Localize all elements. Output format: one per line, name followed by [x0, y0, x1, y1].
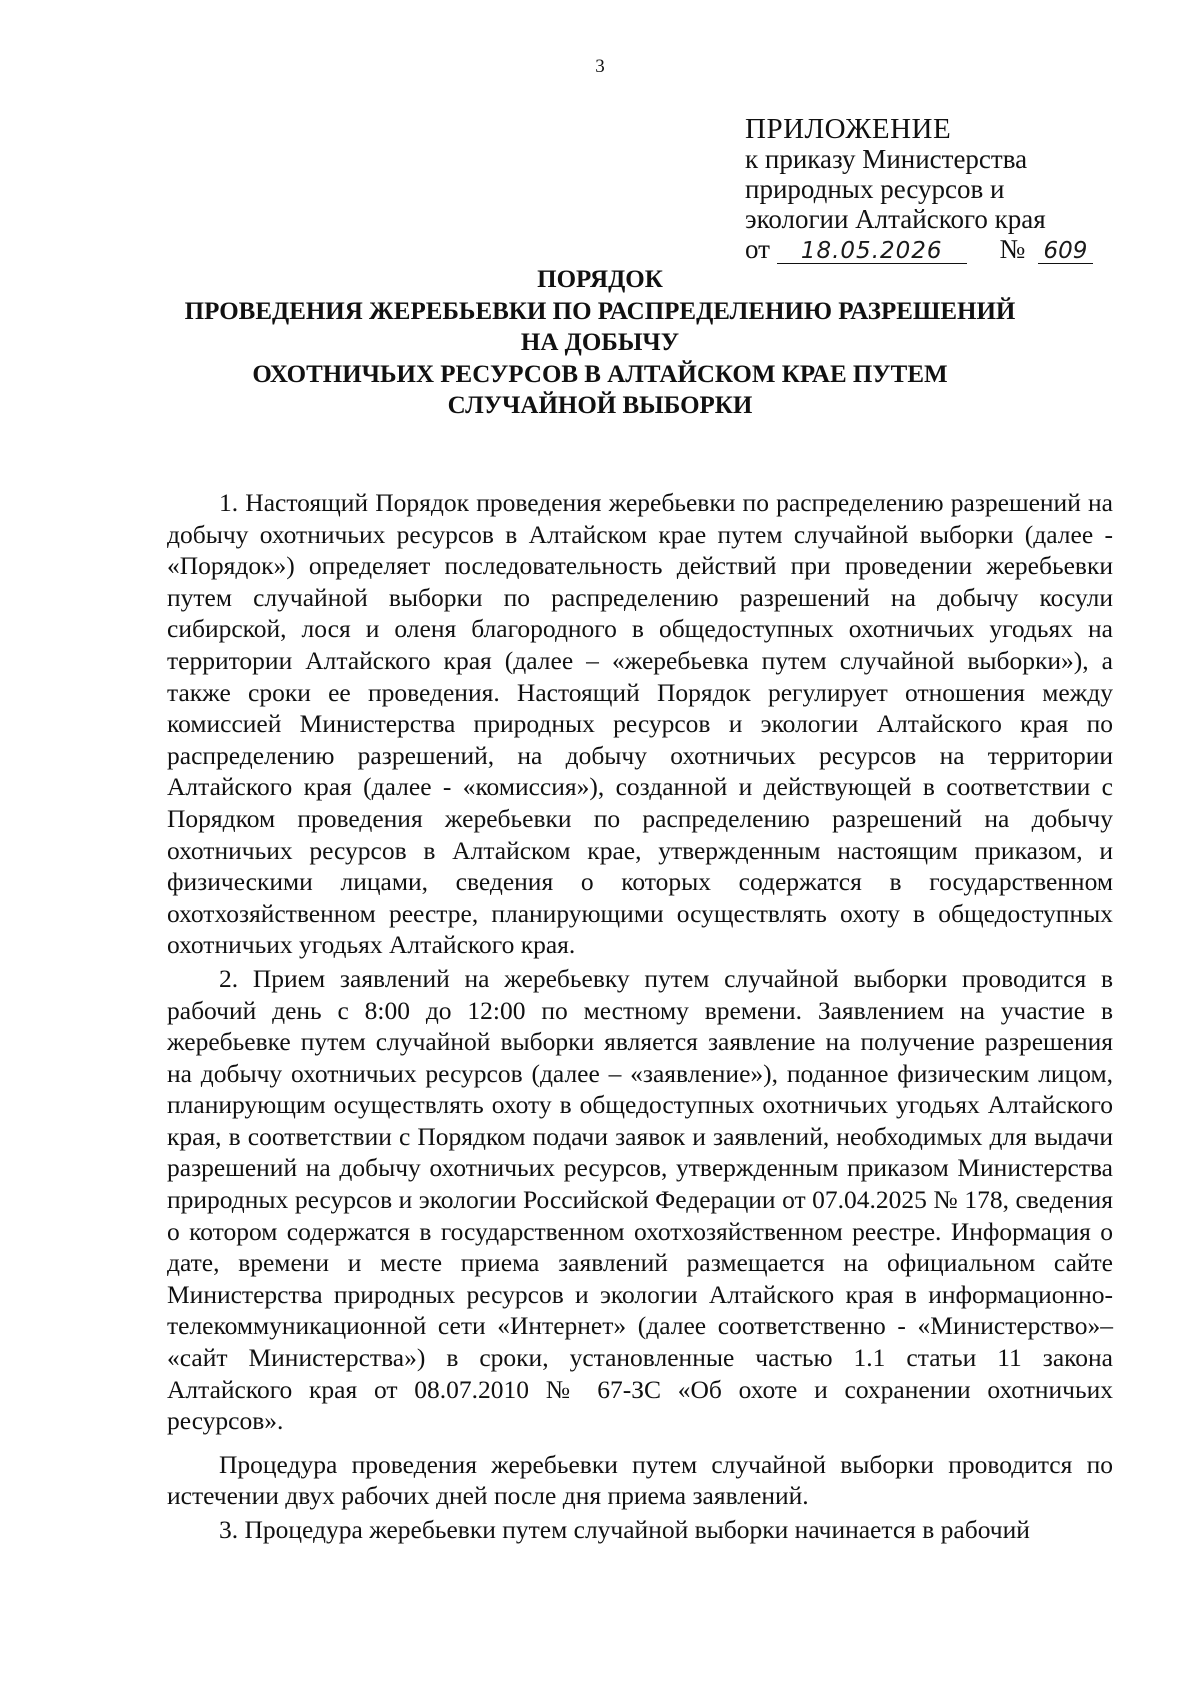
heading-line-5: СЛУЧАЙНОЙ ВЫБОРКИ [447, 392, 753, 419]
appendix-line-1: к приказу Министерства [745, 144, 1028, 174]
appendix-line-2: природных ресурсов и [745, 174, 1005, 204]
heading-line-2: ПРОВЕДЕНИЯ ЖЕРЕБЬЕВКИ ПО РАСПРЕДЕЛЕНИЮ РАЗРЕШЕНИЙ [184, 297, 1016, 325]
date-prefix: от [745, 234, 770, 264]
heading-line-4: ОХОТНИЧЬИХ РЕСУРСОВ В АЛТАЙСКОМ КРАЕ ПУТЕМ [252, 360, 948, 388]
paragraph-4: 3. Процедура жеребьевки путем случайной выборки начинается в рабочий [219, 1515, 1030, 1544]
appendix-line-3: экологии Алтайского края [745, 204, 1046, 234]
heading-line-3: НА ДОБЫЧУ [520, 329, 680, 356]
order-date-number-line [745, 234, 1093, 264]
appendix-block [745, 114, 1093, 264]
paragraph-1: 1. Настоящий Порядок проведения жеребьевки по распределению разрешений на добычу охотничьих ресурсов в Алтайском крае путем случайной выборки (далее - «Порядок») определяет последовательность действий при проведении жеребьевки путем случайной выборки по распределению разрешений на добычу косули сибирской, лося и оленя благородного в общедоступных охотничьих угодьях на территории Алтайского края (далее – «жеребьевка путем случайной выборки»), а также сроки ее проведения. Настоящий Порядок регулирует отношения между комиссией Министерства природных ресурсов и экологии Алтайского края по распределению разрешений, на добычу охотничьих ресурсов на территории Алтайского края (далее - «комиссия»), созданной и действующей в соответствии с Порядком проведения жеребьевки по распределению разрешений на добычу охотничьих ресурсов в Алтайском крае, утвержденным настоящим приказом, и физическими лицами, сведения о которых содержатся в государственном охотхозяйственном реестре, планирующими осуществлять охоту в общедоступных охотничьих угодьях Алтайского края. [167, 488, 1113, 960]
handwritten-order-number: 609 [1038, 239, 1093, 264]
paragraph-2: 2. Прием заявлений на жеребьевку путем случайной выборки проводится в рабочий день с 8:00 до 12:00 по местному времени. Заявлением на участие в жеребьевке путем случайной выборки является заявление на получение разрешения на добычу охотничьих ресурсов (далее – «заявление»), поданное физическим лицом, планирующим осуществлять охоту в общедоступных охотничьих угодьях Алтайского края, в соответствии с Порядком подачи заявок и заявлений, необходимых для выдачи разрешений на добычу охотничьих ресурсов, утвержденным приказом Министерства природных ресурсов и экологии Российской Федерации от 07.04.2025 № 178, сведения о котором содержатся в государственном охотхозяйственном реестре. Информация о дате, времени и месте приема заявлений размещается на официальном сайте Министерства природных ресурсов и экологии Алтайского края в информационно-телекоммуникационной сети «Интернет» (далее соответственно - «Министерство»– «сайт Министерства») в сроки, установленные частью 1.1 статьи 11 закона Алтайского края от 08.07.2010 № 67-ЗС «Об охоте и сохранении охотничьих ресурсов». [167, 963, 1113, 1436]
document-heading [150, 264, 1050, 422]
paragraph-3: Процедура проведения жеребьевки путем случайной выборки проводится по истечении двух рабочих дней после дня приема заявлений. [167, 1449, 1113, 1511]
number-sign: № [999, 234, 1026, 264]
document-body [167, 487, 1113, 1548]
page-number: 3 [595, 56, 605, 77]
handwritten-date: 18.05.2026 [777, 239, 967, 264]
appendix-title: ПРИЛОЖЕНИЕ [745, 113, 952, 145]
heading-line-1: ПОРЯДОК [537, 266, 663, 293]
